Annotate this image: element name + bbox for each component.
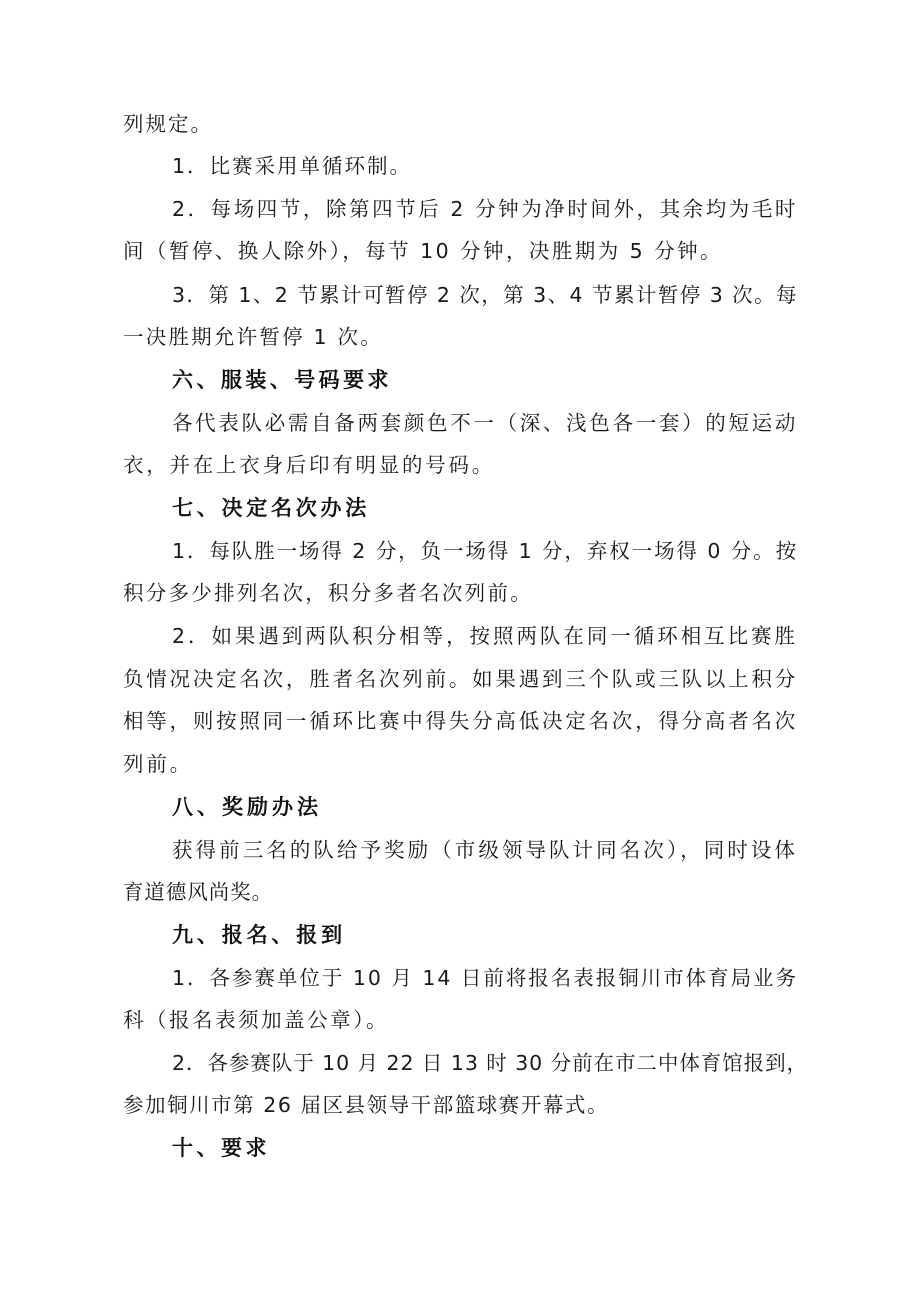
text-line: 2．每场四节，除第四节后 2 分钟为净时间外，其余均为毛时 (172, 197, 798, 221)
text-line: 1．比赛采用单循环制。 (172, 154, 412, 178)
text-line: 3．第 1、2 节累计可暂停 2 次，第 3、4 节累计暂停 3 次。每 (172, 283, 798, 307)
section-heading: 七、决定名次办法 (172, 496, 370, 520)
text-line: 列前。 (123, 752, 193, 776)
text-line: 2．如果遇到两队积分相等，按照两队在同一循环相互比赛胜 (172, 624, 798, 648)
text-line: 1．每队胜一场得 2 分，负一场得 1 分，弃权一场得 0 分。按 (172, 539, 798, 563)
text-line: 获得前三名的队给予奖励（市级领导队计同名次），同时设体 (172, 838, 798, 862)
section-heading: 九、报名、报到 (172, 923, 346, 947)
text-line: 参加铜川市第 26 届区县领导干部篮球赛开幕式。 (123, 1093, 609, 1117)
section-heading: 六、服装、号码要求 (172, 368, 392, 392)
text-line: 2．各参赛队于 10 月 22 日 13 时 30 分前在市二中体育馆报到， (172, 1051, 808, 1075)
text-line: 各代表队必需自备两套颜色不一（深、浅色各一套）的短运动 (172, 411, 798, 435)
text-line: 列规定。 (123, 112, 213, 136)
text-line: 积分多少排列名次，积分多者名次列前。 (123, 581, 533, 605)
text-line: 相等，则按照同一循环比赛中得失分高低决定名次，得分高者名次 (123, 709, 798, 733)
section-heading: 八、奖励办法 (172, 795, 322, 819)
text-line: 一决胜期允许暂停 1 次。 (123, 325, 383, 349)
text-line: 负情况决定名次，胜者名次列前。如果遇到三个队或三队以上积分 (123, 667, 798, 691)
section-heading: 十、要求 (172, 1136, 270, 1160)
text-line: 科（报名表须加盖公章）。 (123, 1008, 389, 1032)
text-line: 间（暂停、换人除外），每节 10 分钟，决胜期为 5 分钟。 (123, 239, 723, 263)
text-line: 育道德风尚奖。 (123, 880, 273, 904)
text-line: 衣，并在上衣身后印有明显的号码。 (123, 453, 495, 477)
text-line: 1．各参赛单位于 10 月 14 日前将报名表报铜川市体育局业务 (172, 966, 798, 990)
